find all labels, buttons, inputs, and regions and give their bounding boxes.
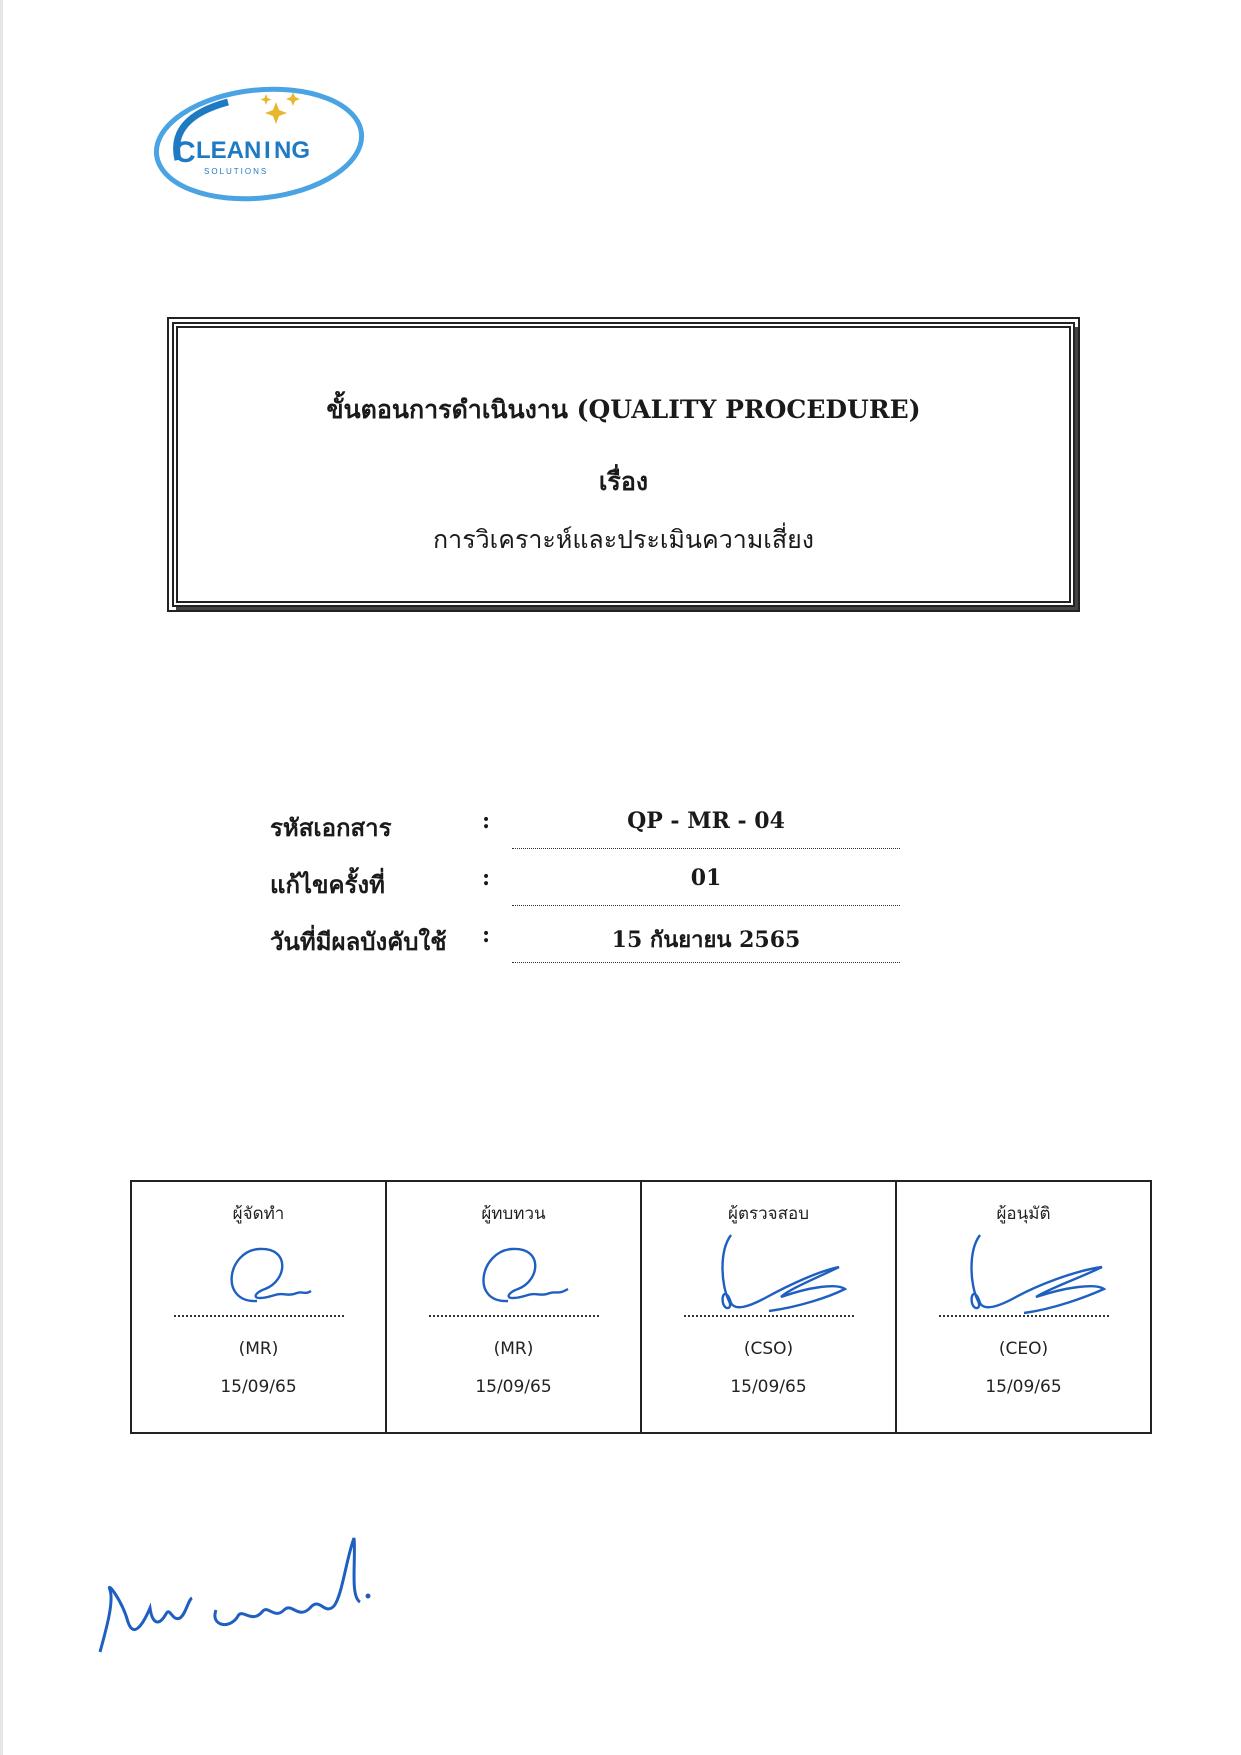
field-colon: : bbox=[482, 808, 491, 834]
info-row-document-code bbox=[270, 808, 910, 865]
svg-text:LEAN: LEAN bbox=[196, 137, 262, 164]
field-label: วันที่มีผลบังคับใช้ bbox=[270, 927, 447, 956]
document-type-title: ขั้นตอนการดำเนินงาน (QUALITY PROCEDURE) bbox=[326, 395, 921, 424]
signoff-cell-checked-by bbox=[641, 1181, 896, 1433]
signature bbox=[387, 1231, 640, 1315]
signature bbox=[642, 1231, 895, 1315]
field-label: รหัสเอกสาร bbox=[270, 813, 392, 842]
field-label: แก้ไขครั้งที่ bbox=[270, 870, 385, 899]
revision-value: 01 bbox=[512, 865, 900, 906]
info-row-effective-date bbox=[270, 922, 910, 979]
signoff-cell-reviewed-by bbox=[386, 1181, 641, 1433]
role-title: ผู้จัดทำ bbox=[232, 1204, 285, 1224]
role-title: ผู้ตรวจสอบ bbox=[727, 1204, 809, 1224]
role-code: (CEO) bbox=[998, 1339, 1049, 1359]
role-title: ผู้อนุมัติ bbox=[996, 1204, 1051, 1224]
svg-text:I: I bbox=[264, 137, 271, 164]
subject-label: เรื่อง bbox=[598, 467, 649, 496]
handwritten-signature bbox=[92, 1530, 412, 1660]
signature-line bbox=[939, 1315, 1109, 1317]
cleaning-solutions-logo bbox=[148, 78, 370, 208]
role-code: (CSO) bbox=[743, 1339, 794, 1359]
signoff-table bbox=[130, 1180, 1152, 1434]
sign-date: 15/09/65 bbox=[220, 1377, 297, 1397]
signoff-cell-approved-by bbox=[896, 1181, 1151, 1433]
signature-line bbox=[174, 1315, 344, 1317]
document-info bbox=[270, 808, 910, 979]
role-code: (MR) bbox=[238, 1339, 279, 1359]
effective-date-value: 15 กันยายน 2565 bbox=[512, 922, 900, 963]
title-frame bbox=[172, 322, 1075, 607]
page-edge bbox=[0, 0, 3, 1755]
subject-title: การวิเคราะห์และประเมินความเสี่ยง bbox=[433, 525, 814, 554]
signature bbox=[897, 1231, 1150, 1315]
svg-text:SOLUTIONS: SOLUTIONS bbox=[204, 167, 269, 176]
svg-text:C: C bbox=[174, 136, 196, 169]
svg-text:NG: NG bbox=[274, 137, 310, 164]
signature bbox=[132, 1231, 385, 1315]
document-code-value: QP - MR - 04 bbox=[512, 808, 900, 849]
signature-line bbox=[684, 1315, 854, 1317]
role-code: (MR) bbox=[493, 1339, 534, 1359]
signoff-cell-prepared-by bbox=[131, 1181, 386, 1433]
field-colon: : bbox=[482, 865, 491, 891]
sign-date: 15/09/65 bbox=[730, 1377, 807, 1397]
role-title: ผู้ทบทวน bbox=[481, 1204, 546, 1224]
sign-date: 15/09/65 bbox=[475, 1377, 552, 1397]
signature-line bbox=[429, 1315, 599, 1317]
info-row-revision bbox=[270, 865, 910, 922]
sign-date: 15/09/65 bbox=[985, 1377, 1062, 1397]
field-colon: : bbox=[482, 922, 491, 948]
